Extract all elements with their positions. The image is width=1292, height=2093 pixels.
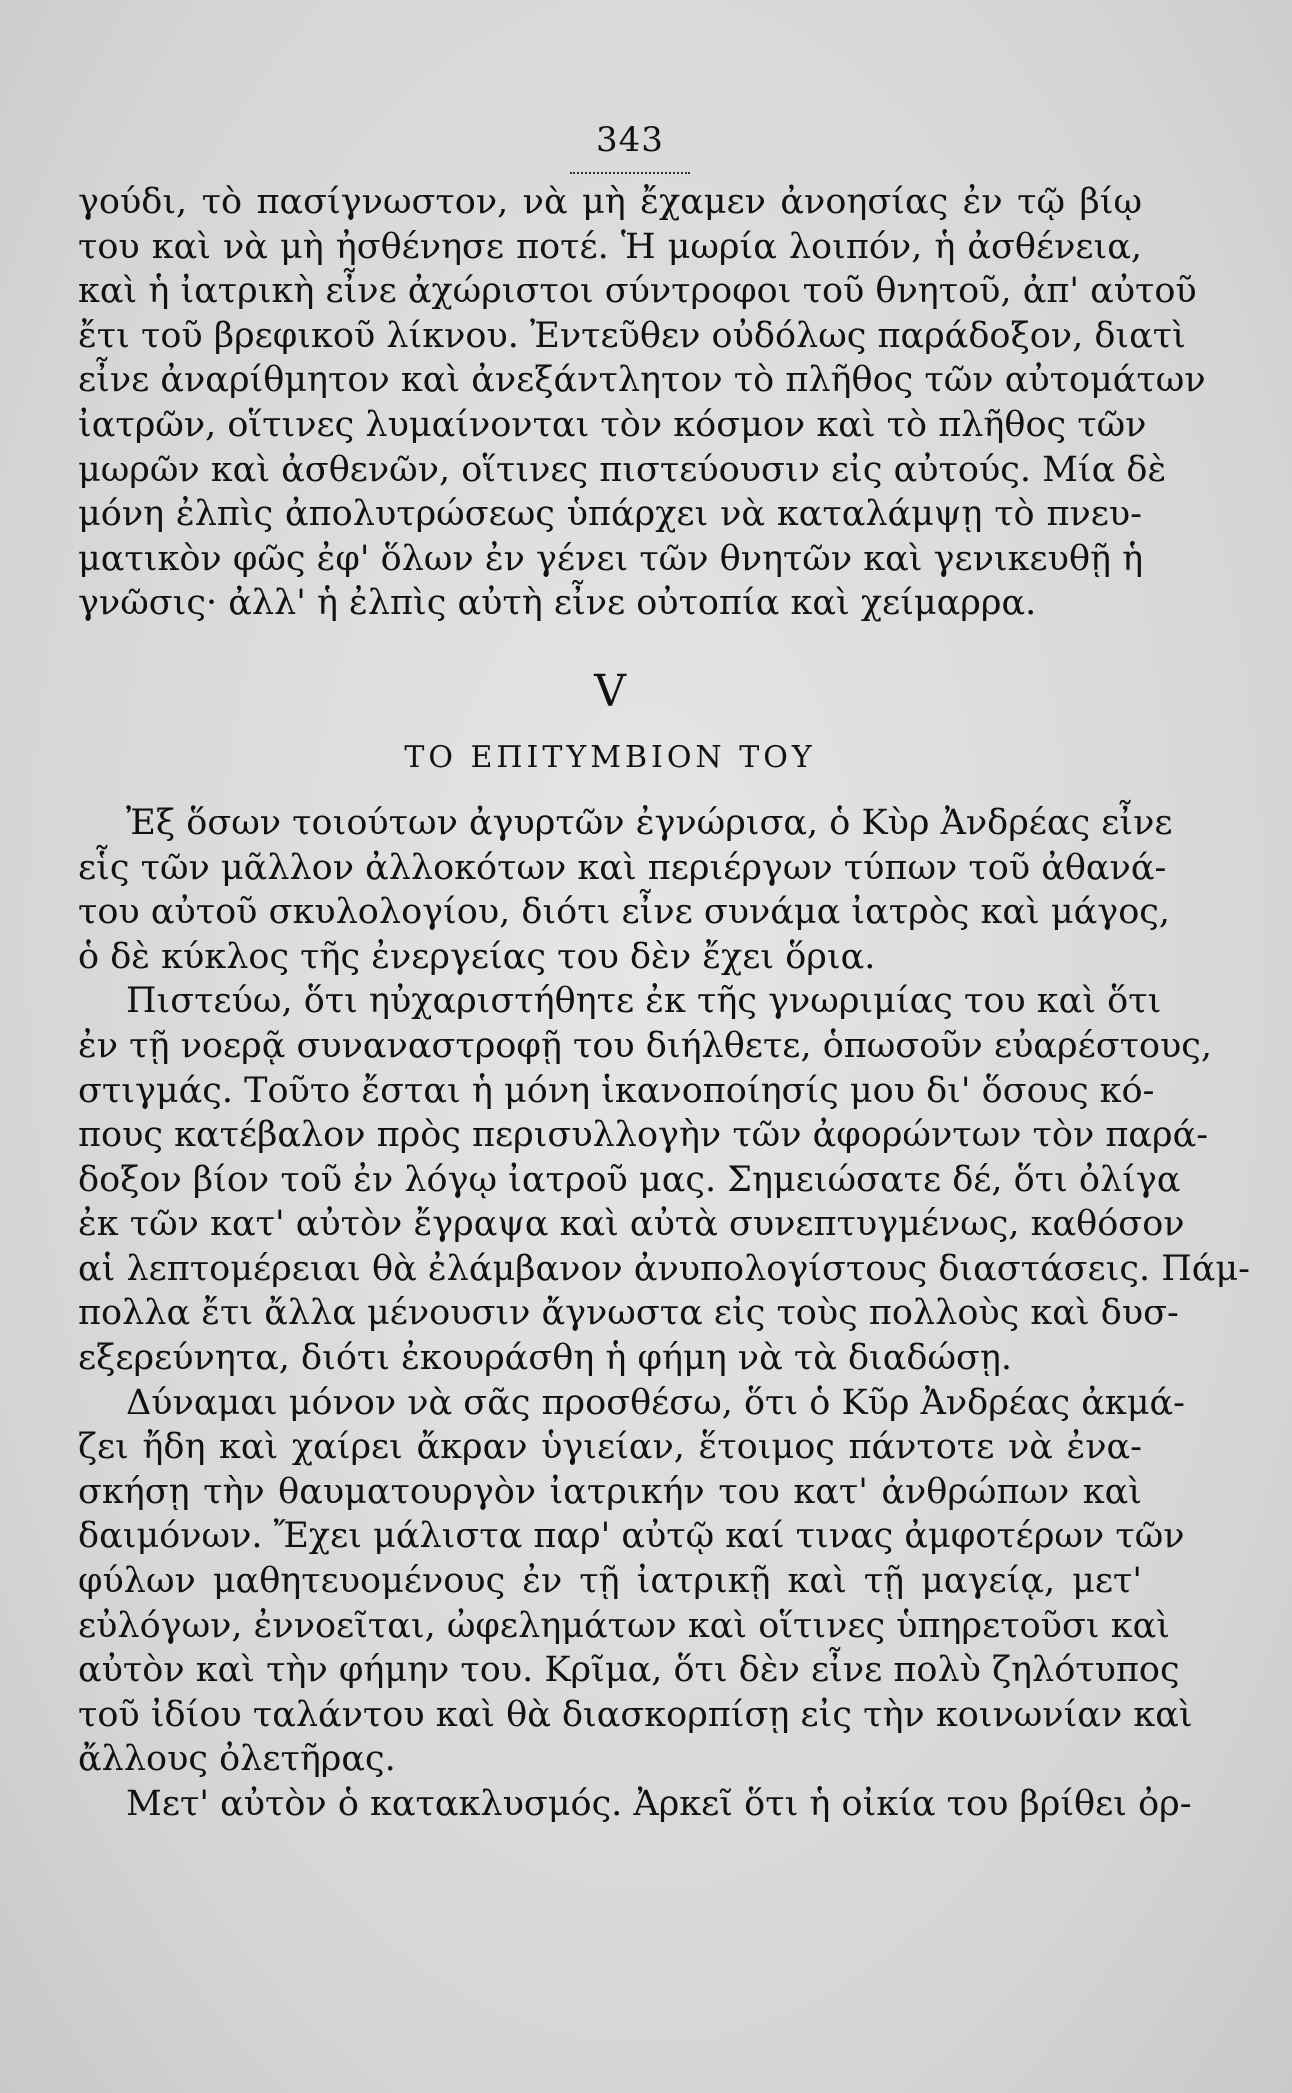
text-line: εξερεύνητα, διότι ἐκουράσθη ἡ φήμη νὰ τὰ διαδώσῃ. (78, 1338, 1012, 1379)
text-line: εὐλόγων, ἐννοεῖται, ὠφελημάτων καὶ οἵτινες ὑπηρετοῦσι καὶ (78, 1605, 1170, 1646)
text-line: πολλα ἔτι ἄλλα μένουσιν ἄγνωστα εἰς τοὺς πολλοὺς καὶ δυσ- (78, 1293, 1179, 1334)
text-line: Ἐξ ὅσων τοιούτων ἀγυρτῶν ἐγνώρισα, ὁ Κὺρ Ἀνδρέας εἶνε (126, 802, 1173, 843)
page-number (570, 120, 690, 174)
text-line: σκήσῃ τὴν θαυματουργὸν ἰατρικήν του κατ' ἀνθρώπων καὶ (78, 1471, 1142, 1512)
page-number-text: 343 (596, 120, 664, 160)
text-line: εἷς τῶν μᾶλλον ἀλλοκότων καὶ περιέργων τύπων τοῦ ἀθανά- (78, 847, 1167, 888)
text-line: ἔτι τοῦ βρεφικοῦ λίκνου. Ἐντεῦθεν οὐδόλως παράδοξον, διατὶ (78, 315, 1186, 356)
text-line: γούδι, τὸ πασίγνωστον, νὰ μὴ ἔχαμεν ἀνοησίας ἐν τῷ βίῳ (78, 182, 1142, 222)
text-line: αὐτὸν καὶ τὴν φήμην του. Κρῖμα, ὅτι δὲν εἶνε πολὺ ζηλότυπος (78, 1650, 1180, 1691)
text-line: μόνη ἐλπὶς ἀπολυτρώσεως ὑπάρχει νὰ καταλάμψῃ τὸ πνευ- (78, 494, 1142, 535)
text-line: ἐν τῇ νοερᾷ συναναστροφῇ του διήλθετε, ὁπωσοῦν εὐαρέστους, (78, 1025, 1213, 1066)
text-line: γνῶσις· ἀλλ' ἡ ἐλπὶς αὐτὴ εἶνε οὐτοπία καὶ χείμαρρα. (78, 583, 1037, 624)
text-line: Μετ' αὐτὸν ὁ κατακλυσμός. Ἀρκεῖ ὅτι ἡ οἰκία του βρίθει ὀρ- (126, 1784, 1192, 1824)
text-line: καὶ ἡ ἰατρικὴ εἶνε ἀχώριστοι σύντροφοι τοῦ θνητοῦ, ἀπ' αὐτοῦ (78, 271, 1197, 312)
text-line: Πιστεύω, ὅτι ηὐχαριστήθητε ἐκ τῆς γνωριμίας του καὶ ὅτι (126, 981, 1162, 1022)
page-number-rule (570, 166, 690, 174)
text-line: ζει ἤδη καὶ χαίρει ἄκραν ὑγιείαν, ἕτοιμος πάντοτε νὰ ἐνα- (78, 1427, 1142, 1468)
text-line: του αὐτοῦ σκυλολογίου, διότι εἶνε συνάμα ἰατρὸς καὶ μάγος, (78, 892, 1170, 933)
text-line: εἶνε ἀναρίθμητον καὶ ἀνεξάντλητον τὸ πλῆθος τῶν αὐτομάτων (78, 360, 1206, 401)
section-number: V (594, 665, 626, 717)
text-line: δαιμόνων. Ἔχει μάλιστα παρ' αὐτῷ καί τινας ἀμφοτέρων τῶν (78, 1516, 1185, 1557)
text-line: μωρῶν καὶ ἀσθενῶν, οἵτινες πιστεύουσιν εἰς αὐτούς. Μία δὲ (78, 449, 1167, 490)
text-line: ἰατρῶν, οἵτινες λυμαίνονται τὸν κόσμον καὶ τὸ πλῆθος τῶν (78, 404, 1147, 445)
text-line: δοξον βίον τοῦ ἐν λόγῳ ἰατροῦ μας. Σημειώσατε δέ, ὅτι ὀλίγα (78, 1159, 1181, 1200)
text-line: φύλων μαθητευομένους ἐν τῇ ἰατρικῇ καὶ τῇ μαγείᾳ, μετ' (78, 1561, 1142, 1602)
text-line: του καὶ νὰ μὴ ἠσθένησε ποτέ. Ἡ μωρία λοιπόν, ἡ ἀσθένεια, (78, 226, 1142, 267)
body-text (78, 801, 1250, 1827)
intro-paragraph (78, 180, 1206, 626)
text-line: αἱ λεπτομέρειαι θὰ ἐλάμβανον ἀνυπολογίστους διαστάσεις. Πάμ- (78, 1248, 1250, 1289)
text-line: ματικὸν φῶς ἐφ' ὅλων ἐν γένει τῶν θνητῶν καὶ γενικευθῇ ἡ (78, 538, 1144, 579)
text-line: ἄλλους ὀλετῆρας. (78, 1739, 396, 1780)
text-line: Δύναμαι μόνον νὰ σᾶς προσθέσω, ὅτι ὁ Κῦρ Ἀνδρέας ἀκμά- (126, 1382, 1186, 1423)
section-title: ΤΟ ΕΠΙΤΥΜΒΙΟΝ ΤΟΥ (404, 739, 816, 775)
text-line: πους κατέβαλον πρὸς περισυλλογὴν τῶν ἀφορώντων τὸν παρά- (78, 1115, 1209, 1156)
text-line: ὁ δὲ κύκλος τῆς ἐνεργείας του δὲν ἔχει ὅρια. (78, 936, 876, 977)
text-line: στιγμάς. Τοῦτο ἔσται ἡ μόνη ἱκανοποίησίς μου δι' ὅσους κό- (78, 1070, 1155, 1111)
text-line: τοῦ ἰδίου ταλάντου καὶ θὰ διασκορπίσῃ εἰς τὴν κοινωνίαν καὶ (78, 1694, 1193, 1735)
text-line: ἐκ τῶν κατ' αὐτὸν ἔγραψα καὶ αὐτὰ συνεπτυγμένως, καθόσον (78, 1204, 1185, 1245)
